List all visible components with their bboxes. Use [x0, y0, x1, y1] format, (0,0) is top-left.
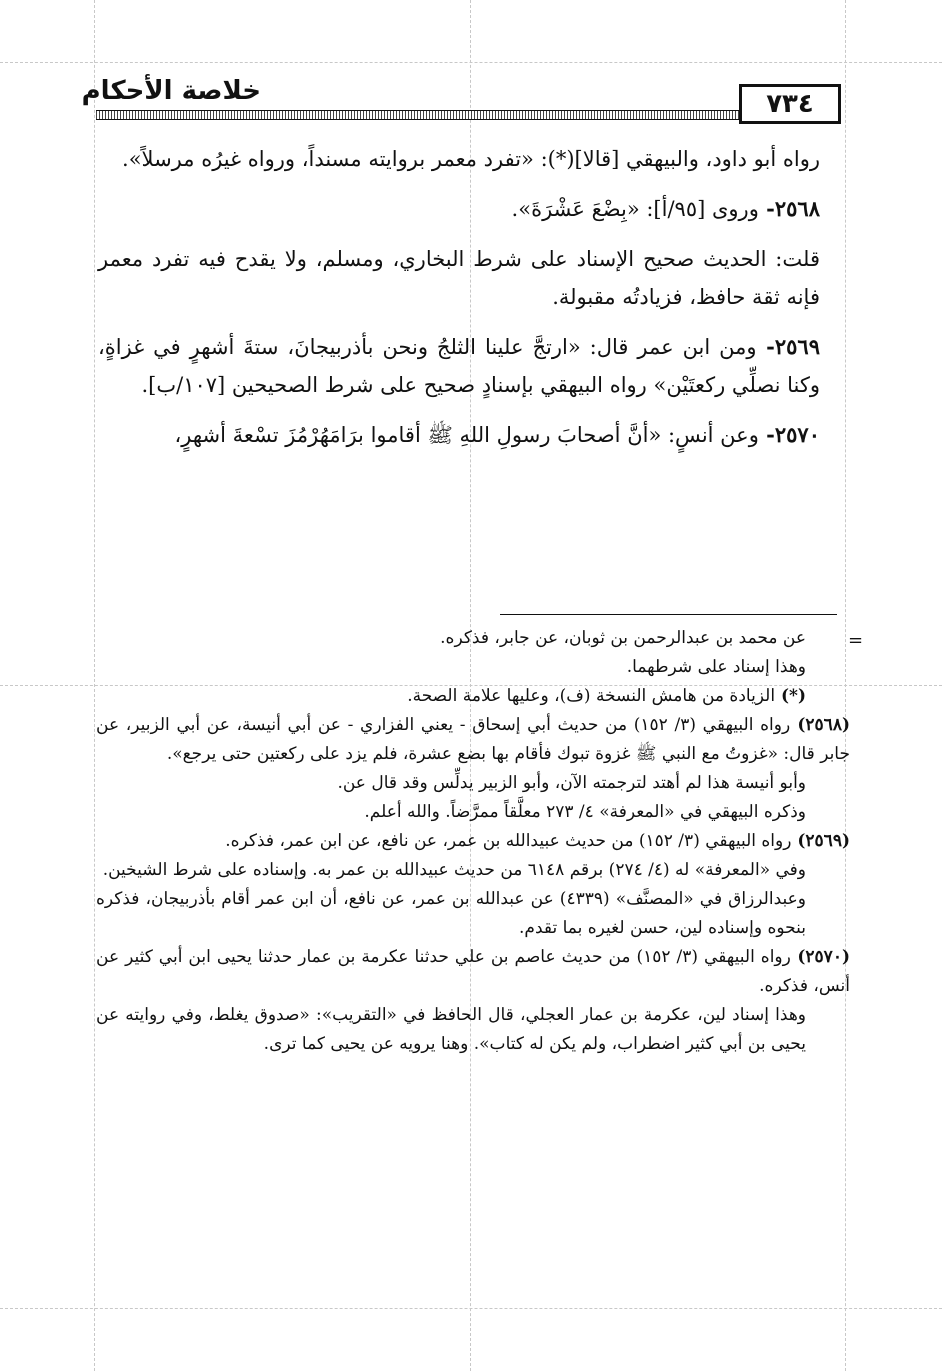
paragraph: رواه أبو داود، والبيهقي [قالا](*): «تفرد معمر بروايته مسنداً، ورواه غيرُه مرسلاً». [122, 147, 820, 171]
paragraph: قلت: الحديث صحيح الإسناد على شرط البخاري، ومسلم، ولا يقدح فيه تفرد معمر فإنه ثقة حافظ، فزيادتُه مقبولة. [98, 247, 820, 309]
footnotes [96, 624, 850, 1059]
hadith-2570: ٢٥٧٠- وعن أنسٍ: «أنَّ أصحابَ رسولِ اللهِ ﷺ أقاموا برَامَهُرْمُزَ تسْعةَ أشهرٍ، [174, 422, 820, 447]
footnote-2569: (٢٥٦٩) رواه البيهقي (٣/ ١٥٢) من حديث عبيدالله بن عمر، عن نافع، عن ابن عمر، فذكره. [225, 831, 850, 851]
footnote-separator [500, 614, 837, 615]
footnote: وأبو أنيسة هذا لم أهتد لترجمته الآن، وأبو الزبير يدلِّس وقد قال عن. [337, 773, 806, 793]
footnote-asterisk: (*) الزيادة من هامش النسخة (ف)، وعليها علامة الصحة. [407, 686, 806, 706]
running-title: خلاصة الأحكام [81, 76, 261, 106]
footnote-2570: (٢٥٧٠) رواه البيهقي (٣/ ١٥٢) من حديث عاصم بن علي حدثنا عكرمة بن عمار حدثنا يحيى ابن أبي كثير عن أنس، فذكره. [96, 947, 850, 996]
footnote: عن محمد بن عبدالرحمن بن ثوبان، عن جابر، فذكره. [440, 628, 806, 648]
footnote: وعبدالرزاق في «المصنَّف» (٤٣٣٩) عن عبدالله بن عمر، عن نافع، أن ابن عمر أقام بأذربيجان، فذكره بنحوه وإسناده لين، حسن لغيره بما تقدم. [96, 889, 806, 938]
footnote: وهذا إسناد لين، عكرمة بن عمار العجلي، قال الحافظ في «التقريب»: «صدوق يغلط، وفي روايته عن يحيى بن أبي كثير اضطراب، ولم يكن له كتاب». وهنا يرويه عن يحيى كما ترى. [96, 1005, 806, 1054]
footnote: وهذا إسناد على شرطهما. [626, 657, 806, 677]
hadith-2568: ٢٥٦٨- وروى [٩٥/أ]: «بِضْعَ عَشْرَةَ». [511, 196, 820, 221]
main-text [98, 140, 820, 466]
hadith-number: ٢٥٦٩- [756, 334, 820, 359]
guide-line [0, 62, 942, 63]
page-number: ٧٣٤ [739, 84, 841, 124]
footnote-2568: (٢٥٦٨) رواه البيهقي (٣/ ١٥٢) من حديث أبي إسحاق - يعني الفزاري - عن أبي أنيسة، عن أبي الزبير، عن جابر قال: «غزوتُ مع النبي ﷺ غزوة تبوك فأقام بها بضع عشرة، فلم يزد على ركعتين حتى يرجع». [96, 715, 850, 764]
footnote: وفي «المعرفة» له (٤/ ٢٧٤) برقم ٦١٤٨ من حديث عبيدالله بن عمر به. وإسناده على شرط الشيخين. [102, 860, 806, 880]
guide-line [0, 1308, 942, 1309]
footnote: وذكره البيهقي في «المعرفة» ٤/ ٢٧٣ معلَّقاً ممرَّضاً. والله أعلم. [364, 802, 806, 822]
hadith-2569: ٢٥٦٩- ومن ابن عمر قال: «ارتجَّ علينا الثلجُ ونحن بأذربيجانَ، ستةَ أشهرٍ في غزاةٍ، وكنا نصلِّي ركعتَيْن» رواه البيهقي بإسنادٍ صحيح على شرط الصحيحين [١٠٧/ب]. [98, 334, 820, 397]
hadith-number: ٢٥٦٨- [758, 196, 820, 221]
header-rule [96, 110, 741, 120]
footnote-continuation-mark: = [848, 630, 864, 651]
hadith-number: ٢٥٧٠- [758, 422, 820, 447]
page-header [81, 70, 841, 122]
